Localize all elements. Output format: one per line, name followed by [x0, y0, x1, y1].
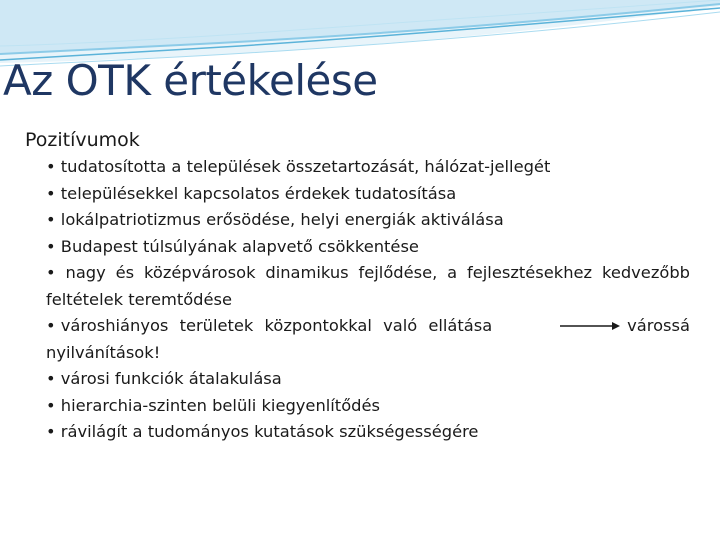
list-item: • rávilágít a tudományos kutatások szükségességére — [46, 422, 479, 441]
bullet: • — [46, 395, 56, 415]
bullet: • — [46, 236, 56, 256]
list-item: • nagy és középvárosok dinamikus fejlődése, a fejlesztésekhez kedvezőbb feltételek teremtődése — [46, 263, 690, 309]
bullet-list — [46, 154, 690, 446]
list-item: • Budapest túlsúlyának alapvető csökkentése — [46, 236, 419, 256]
item-continuation: nyilvánítások! — [46, 342, 161, 362]
list-item: • városi funkciók átalakulása — [46, 369, 282, 388]
bullet: • — [46, 157, 56, 176]
bullet: • — [46, 210, 56, 229]
list-item: • lokálpatriotizmus erősödése, helyi energiák aktiválása — [46, 210, 504, 229]
right-arrow-icon — [558, 315, 622, 329]
bullet: • — [46, 316, 56, 335]
slide-title: Az OTK értékelése — [3, 56, 378, 105]
bullet: • — [46, 263, 56, 282]
list-item: • tudatosította a települések összetartozását, hálózat-jellegét — [46, 157, 551, 176]
list-item: • városhiányos területek központokkal való ellátása várossá nyilvánítások! — [46, 313, 690, 366]
bullet: • — [46, 183, 56, 203]
bullet: • — [46, 369, 56, 388]
list-item: • hierarchia-szinten belüli kiegyenlítődés — [46, 395, 380, 415]
section-heading: Pozitívumok — [25, 129, 140, 151]
list-item: • településekkel kapcsolatos érdekek tudatosítása — [46, 183, 457, 203]
bullet: • — [46, 422, 56, 441]
item-suffix: várossá — [627, 316, 690, 335]
